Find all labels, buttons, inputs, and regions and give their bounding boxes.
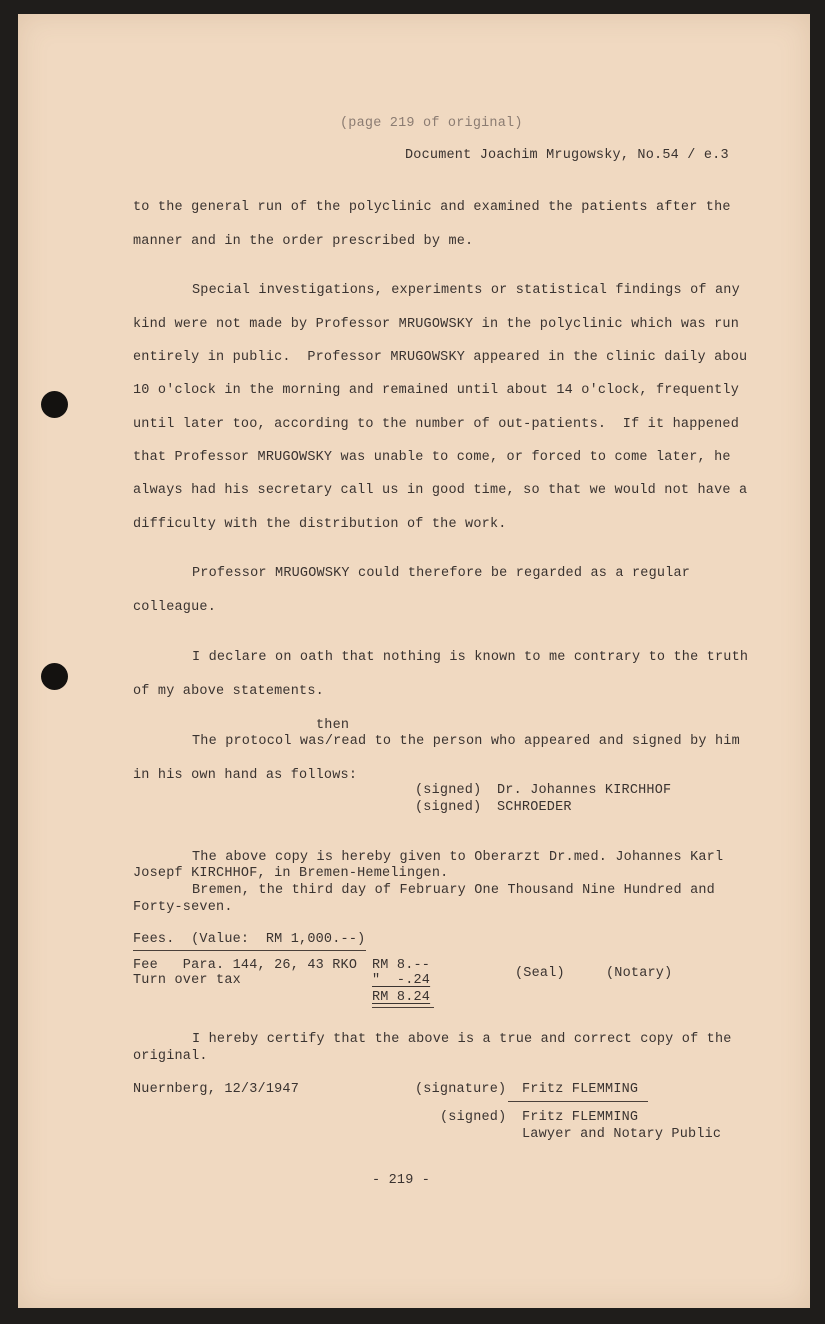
signature-label: (signed) [415, 800, 482, 815]
body-line: until later too, according to the number of out-patients. If it happened [133, 417, 739, 432]
signature-line [508, 1101, 648, 1102]
place-date: Nuernberg, 12/3/1947 [133, 1082, 300, 1097]
fee-total: RM 8.24 [372, 990, 431, 1005]
body-line: 10 o'clock in the morning and remained until about 14 o'clock, frequently [133, 383, 739, 398]
body-line: always had his secretary call us in good time, so that we would not have a [133, 483, 748, 498]
body-line: colleague. [133, 600, 217, 615]
signature-name: Fritz FLEMMING [522, 1082, 639, 1097]
signature-label: (signed) [415, 783, 482, 798]
body-line: that Professor MRUGOWSKY was unable to come, or forced to come later, he [133, 450, 731, 465]
body-line: difficulty with the distribution of the work. [133, 517, 507, 532]
punch-hole-bottom [41, 663, 68, 690]
fees-title: Fees. (Value: RM 1,000.--) [133, 932, 366, 947]
copy-note-line: Josepf KIRCHHOF, in Bremen-Hemelingen. [133, 866, 449, 881]
certification-line: original. [133, 1049, 208, 1064]
original-page-note: (page 219 of original) [340, 116, 523, 131]
body-line: Professor MRUGOWSKY could therefore be regarded as a regular [192, 566, 691, 581]
signature-name: Dr. Johannes KIRCHHOF [497, 783, 672, 798]
inserted-word: then [316, 718, 350, 733]
signed-label: (signed) [440, 1110, 507, 1125]
copy-note-line: The above copy is hereby given to Oberarzt Dr.med. Johannes Karl [192, 850, 724, 865]
notary-label: (Notary) [606, 966, 673, 981]
body-line: to the general run of the polyclinic and examined the patients after the [133, 200, 731, 215]
body-line: in his own hand as follows: [133, 768, 358, 783]
body-line: entirely in public. Professor MRUGOWSKY appeared in the clinic daily abou [133, 350, 748, 365]
body-line: of my above statements. [133, 684, 324, 699]
fee-row-label: Turn over tax [133, 973, 241, 988]
body-line: Special investigations, experiments or statistical findings of any [192, 283, 740, 298]
body-line: I declare on oath that nothing is known to me contrary to the truth [192, 650, 749, 665]
fee-row-amount: RM 8.-- [372, 958, 431, 973]
signature-name: SCHROEDER [497, 800, 572, 815]
page-number: - 219 - [372, 1173, 431, 1188]
signed-title: Lawyer and Notary Public [522, 1127, 722, 1142]
fees-title-underline [133, 950, 366, 951]
fee-row-amount: " -.24 [372, 973, 431, 988]
fee-total-underline [372, 1007, 434, 1008]
body-line: The protocol was/read to the person who appeared and signed by him [192, 734, 740, 749]
body-line: kind were not made by Professor MRUGOWSKY in the polyclinic which was run [133, 317, 739, 332]
signed-name: Fritz FLEMMING [522, 1110, 639, 1125]
copy-note-line: Bremen, the third day of February One Thousand Nine Hundred and [192, 883, 715, 898]
body-line: manner and in the order prescribed by me. [133, 234, 474, 249]
copy-note-line: Forty-seven. [133, 900, 233, 915]
certification-line: I hereby certify that the above is a true and correct copy of the [192, 1032, 732, 1047]
punch-hole-top [41, 391, 68, 418]
document-reference: Document Joachim Mrugowsky, No.54 / e.3 [405, 148, 729, 163]
signature-label: (signature) [415, 1082, 507, 1097]
fee-row-label: Fee Para. 144, 26, 43 RKO [133, 958, 358, 973]
seal-label: (Seal) [515, 966, 565, 981]
